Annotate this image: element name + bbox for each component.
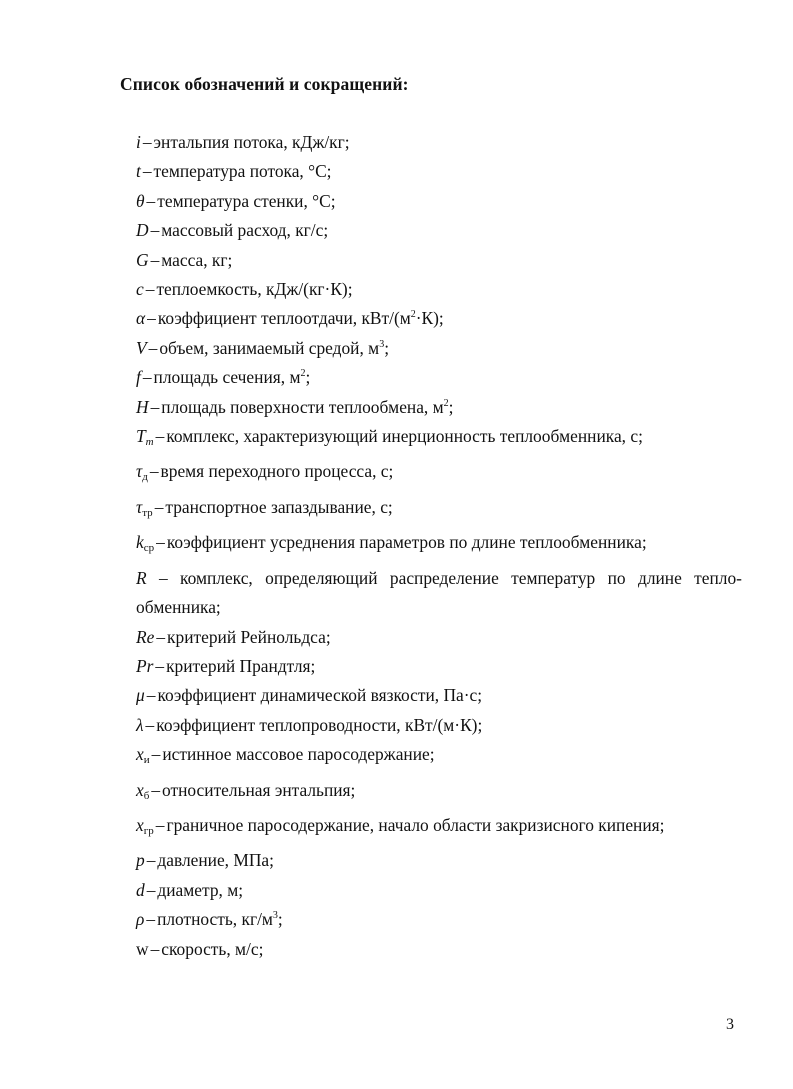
symbol-base: k <box>136 532 144 553</box>
list-item <box>136 304 742 333</box>
symbol: p <box>136 850 145 871</box>
description-end: ·К); <box>415 308 444 329</box>
symbol <box>136 426 154 449</box>
dash: – <box>158 567 168 588</box>
description: относительная энтальпия; <box>162 779 356 800</box>
superscript: 2 <box>443 397 449 409</box>
dash: – <box>146 909 156 930</box>
symbol: Pr <box>136 655 154 676</box>
description: коэффициент теплоотдачи, кВт/(м <box>157 308 411 329</box>
description: энтальпия потока, кДж/кг; <box>153 132 350 152</box>
dash: – <box>150 396 160 417</box>
list-item <box>136 216 742 245</box>
list-item <box>136 811 742 846</box>
superscript: 2 <box>410 309 416 321</box>
description: коэффициент динамической вязкости, Па·с; <box>157 685 483 706</box>
description-line-2: обменника; <box>136 597 221 618</box>
description: массовый расход, кг/с; <box>161 220 329 241</box>
dash: – <box>156 626 166 647</box>
description-end: ; <box>384 337 390 358</box>
subscript: и <box>143 754 150 767</box>
description: транспортное запаздывание, с; <box>165 496 393 517</box>
list-item <box>136 393 742 422</box>
description-line-1 <box>136 564 742 593</box>
superscript: 2 <box>300 368 306 380</box>
subscript: m <box>145 436 154 449</box>
description: критерий Прандтля; <box>166 655 316 676</box>
dash: – <box>148 337 158 358</box>
symbol-base: x <box>136 779 144 800</box>
description-end: ; <box>277 909 283 930</box>
description: площадь поверхности теплообмена, м <box>161 396 444 417</box>
description: температура потока, °С; <box>153 161 332 182</box>
symbol: G <box>136 249 149 270</box>
description: объем, занимаемый средой, м <box>159 337 380 358</box>
dash: – <box>150 220 160 241</box>
list-item <box>136 334 742 363</box>
symbol <box>136 815 154 835</box>
page-number: 3 <box>726 1016 734 1033</box>
symbol-base: τ <box>136 461 143 482</box>
symbol-base: τ <box>136 496 143 517</box>
symbol-base: x <box>136 744 144 765</box>
dash: – <box>155 814 165 835</box>
symbol: R <box>136 567 147 588</box>
dash: – <box>146 190 156 211</box>
symbol: D <box>136 220 149 241</box>
description: плотность, кг/м <box>157 909 273 930</box>
dash: – <box>142 161 152 182</box>
symbol: i <box>136 132 141 152</box>
list-item <box>136 457 742 492</box>
symbol: w <box>136 938 149 959</box>
superscript: 3 <box>379 338 385 350</box>
dash: – <box>146 879 156 900</box>
description: скорость, м/с; <box>161 938 264 959</box>
symbol: H <box>136 396 149 417</box>
dash: – <box>155 426 165 447</box>
description: теплоемкость, кДж/(кг·К); <box>156 279 353 300</box>
description: масса, кг; <box>161 249 233 270</box>
list-item <box>136 740 742 775</box>
description: давление, МПа; <box>157 850 274 871</box>
subscript: ср <box>143 542 155 555</box>
dash: – <box>150 938 160 959</box>
page-title: Список обозначений и сокращений: <box>120 74 409 94</box>
list-item <box>136 422 742 457</box>
description: температура стенки, °С; <box>157 190 336 211</box>
symbol: μ <box>136 685 145 706</box>
subscript: тр <box>142 506 153 519</box>
list-item <box>136 528 742 563</box>
dash: – <box>149 461 159 482</box>
description: коэффициент усреднения параметров по длине теплообменника; <box>166 532 647 553</box>
symbol: d <box>136 879 145 900</box>
list-item <box>136 711 742 740</box>
subscript: б <box>143 789 150 802</box>
description-end: ; <box>305 367 311 388</box>
symbol <box>136 780 149 800</box>
description-end: ; <box>448 396 454 417</box>
symbol: θ <box>136 190 145 211</box>
description: коэффициент теплопроводности, кВт/(м·К); <box>156 714 483 735</box>
description: истинное массовое паросодержание; <box>162 744 435 765</box>
dash: – <box>151 779 161 800</box>
description: комплекс, характеризующий инерционность теплообменника, с; <box>166 426 643 447</box>
symbol: c <box>136 279 144 300</box>
subscript: д <box>142 471 148 484</box>
description: комплекс, определяющий распределение температур по длине тепло- <box>180 567 742 588</box>
list-item <box>136 846 742 875</box>
list-item <box>136 876 742 905</box>
dash: – <box>154 496 164 517</box>
dash: – <box>147 308 156 329</box>
subscript: гр <box>143 824 154 837</box>
dash: – <box>145 279 155 300</box>
list-item <box>136 187 742 216</box>
symbol: Re <box>136 626 155 647</box>
list-item <box>136 905 742 934</box>
symbol <box>136 497 153 517</box>
description: граничное паросодержание, начало области закризисного кипения; <box>166 814 665 835</box>
dash: – <box>150 249 160 270</box>
symbol <box>136 461 148 484</box>
list-item <box>136 776 742 811</box>
dash: – <box>145 714 155 735</box>
description: время переходного процесса, с; <box>160 461 394 482</box>
list-item <box>136 681 742 710</box>
list-item <box>136 128 742 157</box>
symbol: t <box>136 161 141 182</box>
dash: – <box>155 655 165 676</box>
symbol-base: x <box>136 814 144 835</box>
superscript: 3 <box>272 910 278 922</box>
symbol: λ <box>136 714 144 735</box>
list-item <box>136 564 742 623</box>
description: диаметр, м; <box>157 879 244 900</box>
dash: – <box>151 744 161 765</box>
symbol: V <box>136 337 147 358</box>
symbol: ρ <box>136 909 145 930</box>
list-item <box>136 275 742 304</box>
symbol-base: T <box>136 426 146 447</box>
symbol <box>136 532 155 555</box>
dash: – <box>146 685 156 706</box>
dash: – <box>142 132 152 152</box>
symbol: f <box>136 367 141 388</box>
notation-list <box>136 128 742 964</box>
description: критерий Рейнольдса; <box>167 626 331 647</box>
list-item <box>136 935 742 964</box>
list-item <box>136 652 742 681</box>
list-item <box>136 493 742 528</box>
dash: – <box>142 367 152 388</box>
list-item <box>136 246 742 275</box>
list-item <box>136 157 742 186</box>
symbol <box>136 744 150 767</box>
list-item <box>136 363 742 392</box>
description: площадь сечения, м <box>153 367 301 388</box>
symbol: α <box>136 308 146 329</box>
list-item <box>136 623 742 652</box>
dash: – <box>146 850 156 871</box>
dash: – <box>156 532 165 553</box>
